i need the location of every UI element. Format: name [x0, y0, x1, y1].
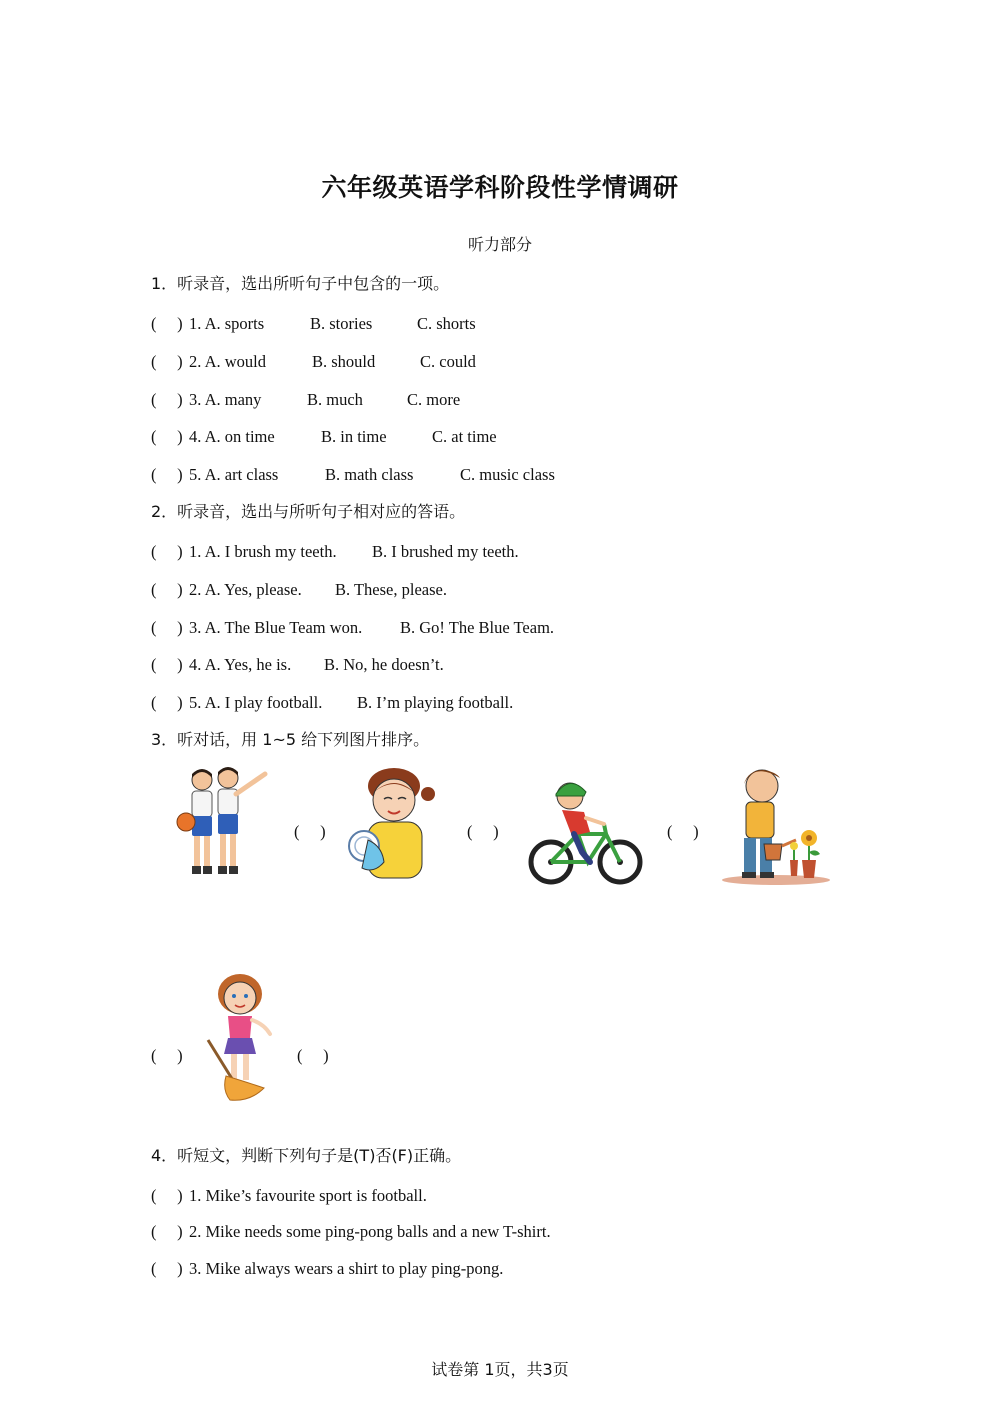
option-c: C. shorts — [417, 314, 476, 333]
page-title: 六年级英语学科阶段性学情调研 — [321, 173, 679, 202]
answer-blank[interactable]: ( ) — [151, 542, 183, 561]
order-blank[interactable]: ( ) — [151, 1046, 183, 1065]
order-blank[interactable]: ( ) — [297, 1046, 329, 1065]
statement-text: 3. Mike always wears a shirt to play ping-pong. — [189, 1259, 504, 1278]
option-a: 2. A. Yes, please. — [189, 580, 302, 599]
list-item — [151, 1182, 427, 1206]
girl-washing-dishes-illustration — [346, 766, 438, 888]
list-item — [151, 461, 555, 485]
option-c: C. at time — [432, 427, 497, 446]
statement-text: 2. Mike needs some ping-pong balls and a new T-shirt. — [189, 1222, 551, 1241]
option-a: 5. A. art class — [189, 465, 279, 484]
section-subtitle: 听力部分 — [467, 235, 532, 254]
statement-text: 1. Mike’s favourite sport is football. — [189, 1186, 427, 1205]
option-b: B. I brushed my teeth. — [372, 542, 519, 561]
option-a: 4. A. on time — [189, 427, 275, 446]
answer-blank[interactable]: ( ) — [151, 427, 183, 446]
option-b: B. much — [307, 390, 363, 409]
boy-riding-bike-illustration — [526, 772, 644, 886]
option-b: B. should — [312, 352, 376, 371]
list-item — [151, 538, 519, 562]
list-item — [151, 386, 460, 410]
option-a: 3. A. many — [189, 390, 262, 409]
section4-heading: 4．听短文，判断下列句子是(T)否(F)正确。 — [151, 1146, 462, 1165]
list-item — [151, 348, 476, 372]
order-blank[interactable]: ( ) — [467, 822, 499, 841]
answer-blank[interactable]: ( ) — [151, 465, 183, 484]
answer-blank[interactable]: ( ) — [151, 314, 183, 333]
list-item — [151, 576, 447, 600]
section3-heading: 3．听对话，用 1~5 给下列图片排序。 — [151, 730, 430, 749]
list-item — [151, 1218, 551, 1242]
option-b: B. Go! The Blue Team. — [400, 618, 555, 637]
list-item — [151, 614, 554, 638]
section2-heading: 2．听录音，选出与所听句子相对应的答语。 — [151, 502, 466, 521]
option-b: B. These, please. — [335, 580, 447, 599]
page-footer: 试卷第 1页，共3页 — [431, 1360, 569, 1379]
list-item — [151, 310, 476, 334]
girl-sweeping-illustration — [200, 972, 278, 1104]
option-b: B. math class — [325, 465, 414, 484]
answer-blank[interactable]: ( ) — [151, 693, 183, 712]
option-a: 1. A. I brush my teeth. — [189, 542, 337, 561]
option-b: B. stories — [310, 314, 373, 333]
option-b: B. No, he doesn’t. — [324, 655, 444, 674]
answer-blank[interactable]: ( ) — [151, 390, 183, 409]
answer-blank[interactable]: ( ) — [151, 1222, 183, 1241]
option-a: 5. A. I play football. — [189, 693, 323, 712]
list-item — [151, 1255, 503, 1279]
order-blank[interactable]: ( ) — [667, 822, 699, 841]
two-boys-walking-illustration — [170, 764, 270, 889]
option-a: 2. A. would — [189, 352, 267, 371]
answer-blank[interactable]: ( ) — [151, 1186, 183, 1205]
option-c: C. music class — [460, 465, 555, 484]
option-b: B. I’m playing football. — [357, 693, 514, 712]
option-c: C. could — [420, 352, 476, 371]
option-a: 1. A. sports — [189, 314, 265, 333]
answer-blank[interactable]: ( ) — [151, 580, 183, 599]
option-a: 4. A. Yes, he is. — [189, 655, 292, 674]
order-blank[interactable]: ( ) — [294, 822, 326, 841]
list-item — [151, 689, 513, 713]
list-item — [151, 651, 444, 675]
answer-blank[interactable]: ( ) — [151, 352, 183, 371]
boy-watering-flowers-illustration — [720, 764, 832, 888]
answer-blank[interactable]: ( ) — [151, 1259, 183, 1278]
option-a: 3. A. The Blue Team won. — [189, 618, 363, 637]
answer-blank[interactable]: ( ) — [151, 655, 183, 674]
section1-heading: 1．听录音，选出所听句子中包含的一项。 — [151, 274, 450, 293]
option-c: C. more — [407, 390, 461, 409]
list-item — [151, 423, 497, 447]
answer-blank[interactable]: ( ) — [151, 618, 183, 637]
option-b: B. in time — [321, 427, 387, 446]
